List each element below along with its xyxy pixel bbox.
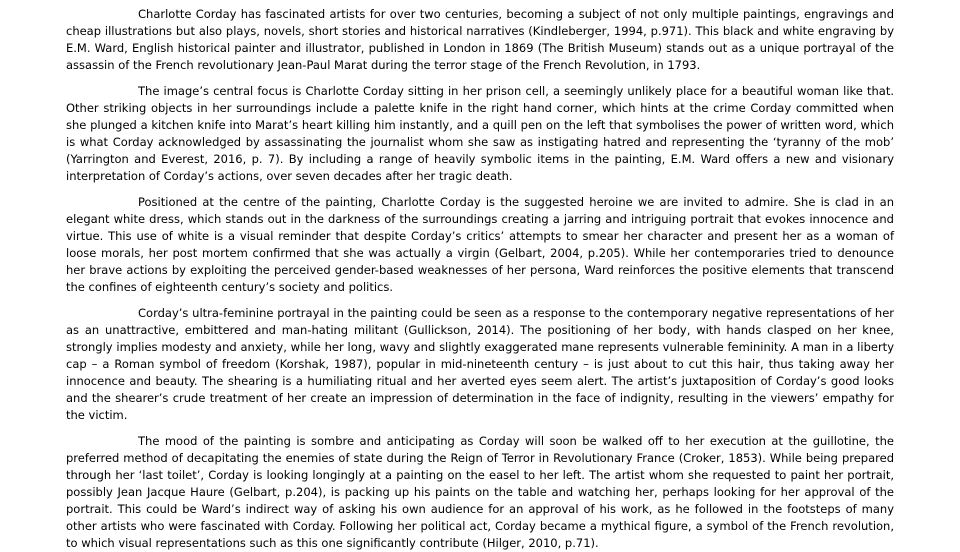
paragraph-3: Positioned at the centre of the painting, Charlotte Corday is the suggested heroine we are invited to admire. She is clad in an elegant white dress, which stands out in the darkness of the surroundings creating a jarring and intriguing portrait that evokes innocence and virtue. This use of white is a visual reminder that despite Corday’s critics’ attempts to smear her character and present her as a woman of loose morals, her post mortem confirmed that she was actually a virgin (Gelbart, 2004, p.205). While her contemporaries tried to denounce her brave actions by exploiting the perceived gender-based weaknesses of her persona, Ward reinforces the positive elements that transcend the confines of eighteenth century’s society and politics. [66,195,894,294]
paragraph-1: Charlotte Corday has fascinated artists for over two centuries, becoming a subject of not only multiple paintings, engravings and cheap illustrations but also plays, novels, short stories and historical narratives (Kindleberger, 1994, p.971). This black and white engraving by E.M. Ward, English historical painter and illustrator, published in London in 1869 (The British Museum) stands out as a unique portrayal of the assassin of the French revolutionary Jean-Paul Marat during the terror stage of the French Revolution, in 1793. [66,7,894,72]
document-body [66,6,894,552]
paragraph-5: The mood of the painting is sombre and anticipating as Corday will soon be walked off to her execution at the guillotine, the preferred method of decapitating the enemies of state during the Reign of Terror in Revolutionary France (Croker, 1853). While being prepared through her ‘last toilet’, Corday is looking longingly at a painting on the easel to her left. The artist whom she requested to paint her portrait, possibly Jean Jacque Haure (Gelbart, p.204), is packing up his paints on the table and watching her, perhaps looking for her approval of the portrait. This could be Ward’s indirect way of asking his own audience for an approval of his work, as he followed in the footsteps of many other artists who were fascinated with Corday. Following her political act, Corday became a mythical figure, a symbol of the French revolution, to which visual representations such as this one significantly contribute (Hilger, 2010, p.71). [66,434,894,550]
paragraph-2: The image’s central focus is Charlotte Corday sitting in her prison cell, a seemingly unlikely place for a beautiful woman like that. Other striking objects in her surroundings include a palette knife in the right hand corner, which hints at the crime Corday committed when she plunged a kitchen knife into Marat’s heart killing him instantly, and a quill pen on the left that symbolises the power of written word, which is what Corday acknowledged by assassinating the journalist whom she saw as instigating hatred and representing the ‘tyranny of the mob’ (Yarrington and Everest, 2016, p. 7). By including a range of heavily symbolic items in the painting, E.M. Ward offers a new and visionary interpretation of Corday’s actions, over seven decades after her tragic death. [66,84,894,183]
paragraph-4: Corday’s ultra-feminine portrayal in the painting could be seen as a response to the contemporary negative representations of her as an unattractive, embittered and man-hating militant (Gullickson, 2014). The positioning of her body, with hands clasped on her knee, strongly implies modesty and anxiety, while her long, wavy and slightly exaggerated mane represents vulnerable femininity. A man in a liberty cap – a Roman symbol of freedom (Korshak, 1987), popular in mid-nineteenth century – is just about to cut this hair, thus taking away her innocence and beauty. The shearing is a humiliating ritual and her averted eyes seem alert. The artist’s juxtaposition of Corday’s good looks and the shearer’s crude treatment of her create an impression of determination in the face of indignity, resulting in the viewers’ empathy for the victim. [66,306,894,422]
